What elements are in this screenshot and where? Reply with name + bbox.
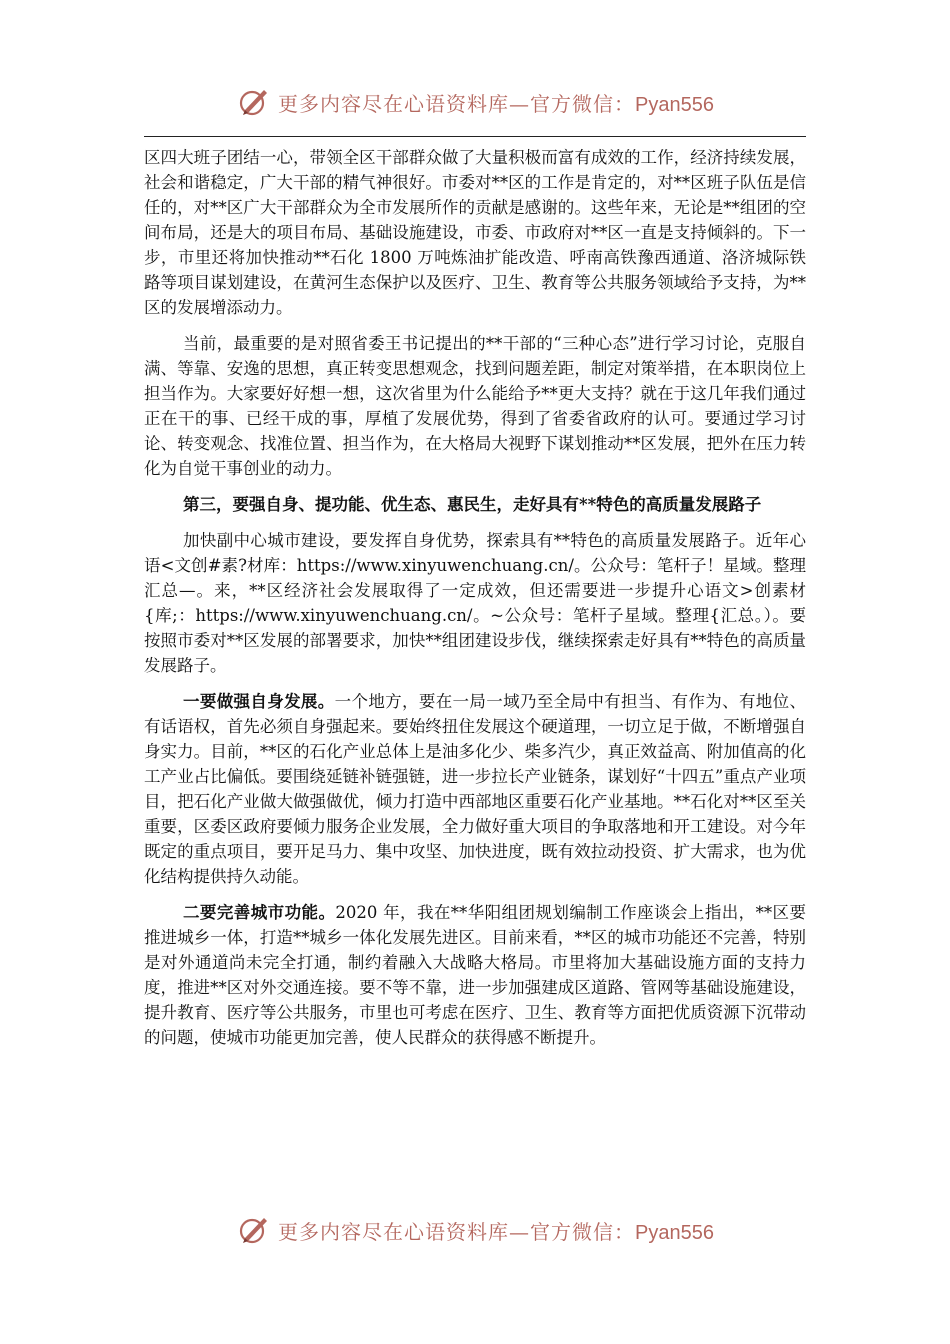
banner-text: 更多内容尽在心语资料库—官方微信：Pyan556 [278, 1219, 714, 1244]
document-body [144, 145, 806, 1061]
quill-pen-logo-icon [236, 1212, 272, 1248]
wechat-id: Pyan556 [635, 93, 714, 116]
wechat-id: Pyan556 [635, 1221, 714, 1244]
footer-banner [0, 1210, 950, 1250]
banner-text: 更多内容尽在心语资料库—官方微信：Pyan556 [278, 91, 714, 116]
section-heading-3: 第三，要强自身、提功能、优生态、惠民生，走好具有**特色的高质量发展路子 [183, 495, 762, 514]
quill-pen-logo-icon [236, 84, 272, 120]
paragraph-2: 当前，最重要的是对照省委王书记提出的**干部的“三种心态”进行学习讨论，克服自满、等靠、安逸的思想，真正转变思想观念，找到问题差距，制定对策举措，在本职岗位上担当作为。大家要好好想一想，这次省里为什么能给予**更大支持？就在于这几年我们通过正在干的事、已经干成的事，厚植了发展优势，得到了省委省政府的认可。要通过学习讨论、转变观念、找准位置、担当作为，在大格局大视野下谋划推动**区发展，把外在压力转化为自觉干事创业的动力。 [144, 334, 806, 478]
header-divider [144, 136, 806, 137]
item-1-lead: 一要做强自身发展。 [183, 692, 335, 711]
paragraph-1: 区四大班子团结一心，带领全区干部群众做了大量积极而富有成效的工作，经济持续发展，社会和谐稳定，广大干部的精气神很好。市委对**区的工作是肯定的，对**区班子队伍是信任的，对**区广大干部群众为全市发展所作的贡献是感谢的。这些年来，无论是**组团的空间布局，还是大的项目布局、基础设施建设，市委、市政府对**区一直是支持倾斜的。下一步，市里还将加快推动**石化 1800 万吨炼油扩能改造、呼南高铁豫西通道、洛济城际铁路等项目谋划建设，在黄河生态保护以及医疗、卫生、教育等公共服务领域给予支持，为**区的发展增添动力。 [144, 148, 806, 317]
item-1-body: 一个地方，要在一局一域乃至全局中有担当、有作为、有地位、有话语权，首先必须自身强起来。要始终扭住发展这个硬道理，一切立足于做，不断增强自身实力。目前，**区的石化产业总体上是油多化少、柴多汽少，真正效益高、附加值高的化工产业占比偏低。要围绕延链补链强链，进一步拉长产业链条，谋划好“十四五”重点产业项目，把石化产业做大做强做优，倾力打造中西部地区重要石化产业基地。**石化对**区至关重要，区委区政府要倾力服务企业发展，全力做好重大项目的争取落地和开工建设。对今年既定的重点项目，要开足马力、集中攻坚、加快进度，既有效拉动投资、扩大需求，也为优化结构提供持久动能。 [144, 692, 807, 886]
paragraph-3: 加快副中心城市建设，要发挥自身优势，探索具有**特色的高质量发展路子。近年心语<文创#素?材库：https://www.xinyuwenchuang.cn/。公众号：笔杆子！星域。整理汇总—。来，**区经济社会发展取得了一定成效，但还需要进一步提升心语文>创素材{库;：https://www.xinyuwenchuang.cn/。~公众号：笔杆子星域。整理{汇总。）。要按照市委对**区发展的部署要求，加快**组团建设步伐，继续探索走好具有**特色的高质量发展路子。 [144, 531, 806, 675]
item-1 [144, 689, 806, 889]
item-2 [144, 900, 806, 1050]
item-2-body: 2020 年，我在**华阳组团规划编制工作座谈会上指出，**区要推进城乡一体，打造**城乡一体化发展先进区。目前来看，**区的城市功能还不完善，特别是对外通道尚未完全打通，制约着融入大战略大格局。市里将加大基础设施方面的支持力度，推进**区对外交通连接。要不等不靠，进一步加强建成区道路、管网等基础设施建设，提升教育、医疗等公共服务，市里也可考虑在医疗、卫生、教育等方面把优质资源下沉带动的问题，使城市功能更加完善，使人民群众的获得感不断提升。 [144, 903, 806, 1047]
header-banner [0, 82, 950, 122]
item-2-lead: 二要完善城市功能。 [183, 903, 336, 922]
